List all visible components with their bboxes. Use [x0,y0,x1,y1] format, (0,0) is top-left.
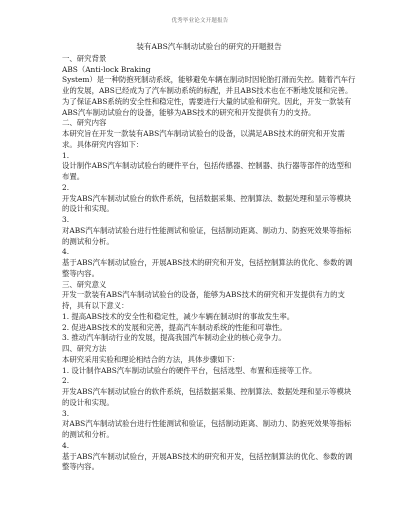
section-heading: 一、研究背景 [62,53,107,63]
paragraph: 本研究采用实验和理论相结合的方法，具体步骤如下： [62,354,240,364]
list-item: 开发ABS汽车制动试验台的软件系统，包括数据采集、控制算法、数据处理和显示等模块的设计和实现。 [62,193,352,214]
list-item: 基于ABS汽车制动试验台，开展ABS技术的研究和开发，包括控制算法的优化、参数的调整等内容。 [62,451,353,472]
list-item: 开发ABS汽车制动试验台的软件系统，包括数据采集、控制算法、数据处理和显示等模块的设计和实现。 [62,387,352,407]
list-number: 2. [62,182,70,192]
list-number: 4. [62,247,70,257]
list-number: 3. [62,215,70,224]
section-heading: 二、研究内容 [62,118,107,128]
document-title: 装有ABS汽车制动试验台的研究的开题报告 [136,42,282,51]
page-header: 优秀毕业论文开题报告 [171,18,229,24]
list-number: 1. [62,150,70,160]
list-number: 4. [62,440,70,450]
document-body [62,42,356,473]
list-item: 2. 促进ABS技术的发展和完善，提高汽车制动系统的性能和可靠性。 [62,322,287,332]
list-item: 对ABS汽车制动试验台进行性能测试和验证，包括制动距离、制动力、防抱死效果等指标的测试和分析。 [62,225,352,246]
section-heading: 三、研究意义 [62,279,107,289]
section-heading: 四、研究方法 [62,344,107,353]
list-item: 1. 提高ABS技术的安全性和稳定性，减少车辆在制动时的事故发生率。 [62,311,295,321]
list-item: 3. 推动汽车制动行业的发展，提高我国汽车制动企业的核心竞争力。 [62,333,286,343]
list-item: 1. 设计制作ABS汽车制动试验台的硬件平台，包括选型、布置和连接等工作。 [62,365,317,375]
list-number: 2. [62,376,70,386]
list-item: 设计制作ABS汽车制动试验台的硬件平台，包括传感器、控制器、执行器等部件的选型和布置。 [62,161,352,181]
paragraph: 开发一款装有ABS汽车制动试验台的设备，能够为ABS技术的研究和开发提供有力的支持，具有以下意义： [62,290,345,310]
paragraph: 本研究旨在开发一款装有ABS汽车制动试验台的设备，以满足ABS技术的研究和开发需求。具体研究内容如下： [62,129,345,149]
list-item: 基于ABS汽车制动试验台，开展ABS技术的研究和开发，包括控制算法的优化、参数的调整等内容。 [62,258,353,278]
paragraph: System）是一种防抱死制动系统，能够避免车辆在制动时因轮胎打滑而失控。随着汽车行业的发展，ABS已经成为了汽车制动系统的标配，并且ABS技术也在不断地发展和完善。为了保证ABS系统的安全性和稳定性，需要进行大量的试验和研究。因此，开发一款装有ABS汽车制动试验台的设备，能够为ABS技术的研究和开发提供有力的支持。 [62,75,356,117]
list-number: 3. [62,408,70,418]
list-item: 对ABS汽车制动试验台进行性能测试和验证，包括制动距离、制动力、防抱死效果等指标的测试和分析。 [62,419,352,439]
paragraph-line: ABS（Anti-lock Braking [62,64,151,74]
